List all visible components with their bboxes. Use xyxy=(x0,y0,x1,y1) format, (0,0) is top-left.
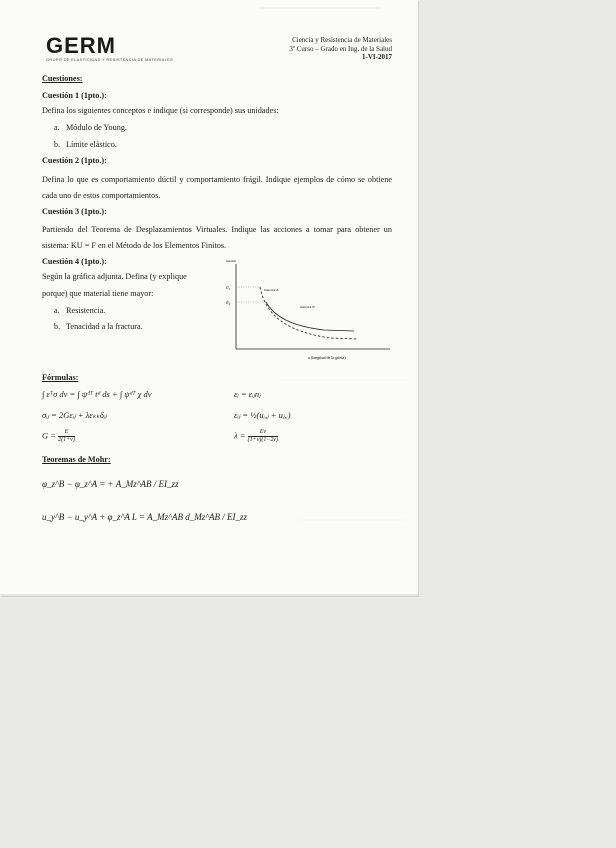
logo-subtitle: GRUPO DE ELASTICIDAD Y RESISTENCIA DE MATERIALES xyxy=(46,57,174,62)
q1-item-b-letter: b. xyxy=(54,140,61,149)
formula-hooke: σᵢⱼ = 2Gεᵢⱼ + λεₖₖδᵢⱼ xyxy=(42,410,107,420)
formula-g-num: E xyxy=(58,429,75,437)
q2-text: Defina lo que es comportamiento dúctil y comportamiento frágil. Indique ejemplos de cómo se obtiene cada uno de estos comportamientos. xyxy=(42,175,392,200)
logo-mark: GERM xyxy=(46,33,116,58)
formula-strain-disp: εᵢⱼ = ½(uᵢ,ⱼ + uⱼ,ᵢ) xyxy=(234,410,291,420)
chart-legend-a: material A xyxy=(264,288,279,292)
mohr-theorem-1: φ_z^B − φ_z^A = + A_Mz^AB / EI_zz xyxy=(42,479,179,489)
course-title: Ciencia y Resistencia de Materiales xyxy=(292,36,392,44)
q1-title: Cuestión 1 (1pto.): xyxy=(42,91,107,100)
course-header xyxy=(289,36,392,62)
mohr-theorem-2: u_y^B − u_y^A + φ_z^A L = A_Mz^AB d_Mz^AB / EI_zz xyxy=(42,512,248,522)
formula-strain: εᵢ = εᵢⱼnⱼ xyxy=(234,389,261,399)
q1-item-b: Límite elástico. xyxy=(66,140,117,149)
fracture-chart xyxy=(224,258,396,364)
chart-legend-b: material B xyxy=(300,305,315,309)
formula-shear-modulus xyxy=(42,429,75,444)
q4-item-a: Resistencia. xyxy=(66,306,106,315)
questions-heading: Cuestiones: xyxy=(42,74,83,83)
q1-item-a: Módulo de Young. xyxy=(66,123,127,132)
formula-g-fraction xyxy=(58,429,75,444)
exam-sheet xyxy=(0,0,418,596)
formula-lame xyxy=(234,429,278,444)
q4-item-a-letter: a. xyxy=(54,306,60,315)
exam-date: 1-VI-2017 xyxy=(362,53,392,61)
q4-title: Cuestión 4 (1pto.): xyxy=(42,257,107,266)
q1-text: Defina los siguientes conceptos e indique (si corresponde) sus unidades: xyxy=(42,106,279,115)
course-line: 3º Curso – Grado en Ing. de la Salud xyxy=(289,44,392,53)
q4-line2: porque) que material tiene mayor: xyxy=(42,289,154,298)
chart-ytick-1: σ₂ xyxy=(226,301,231,306)
formula-virtual-work: ∫ εᵀσ dv = ∫ ψᵈᵀ tᵈ ds + ∫ ψᵈᵀ χ dv xyxy=(42,389,152,399)
q1-item-a-letter: a. xyxy=(54,123,60,132)
formulas-heading: Fórmulas: xyxy=(42,373,79,382)
q4-line1: Según la gráfica adjunta. Defina (y explique xyxy=(42,272,187,281)
chart-xlabel: a (longitud de la grieta) xyxy=(308,355,346,360)
formula-lambda-num: Eν xyxy=(248,429,278,437)
formula-g-den: 2(1+ν) xyxy=(58,437,75,443)
q3-text: Partiendo del Teorema de Desplazamientos Virtuales. Indique las acciones a tomar para obtener un sistema: KU = F en el Método de los Elementos Finitos. xyxy=(42,225,392,250)
q3-title: Cuestión 3 (1pto.): xyxy=(42,207,107,216)
formula-lambda-den: (1+ν)(1−2ν) xyxy=(247,437,279,443)
q4-item-b-letter: b. xyxy=(54,322,61,331)
q4-item-b: Tenacidad a la fractura. xyxy=(66,322,143,331)
germ-logo xyxy=(46,33,174,62)
formula-lambda-fraction xyxy=(248,429,278,444)
chart-ytick-0: σ₁ xyxy=(226,286,231,291)
mohr-heading: Teoremas de Mohr: xyxy=(42,455,111,464)
formula-g-lhs: G = xyxy=(42,430,56,441)
formula-lambda-lhs: λ = xyxy=(234,430,246,441)
chart-ylabel: tensión xyxy=(226,259,237,263)
q2-title: Cuestión 2 (1pto.): xyxy=(42,156,107,165)
